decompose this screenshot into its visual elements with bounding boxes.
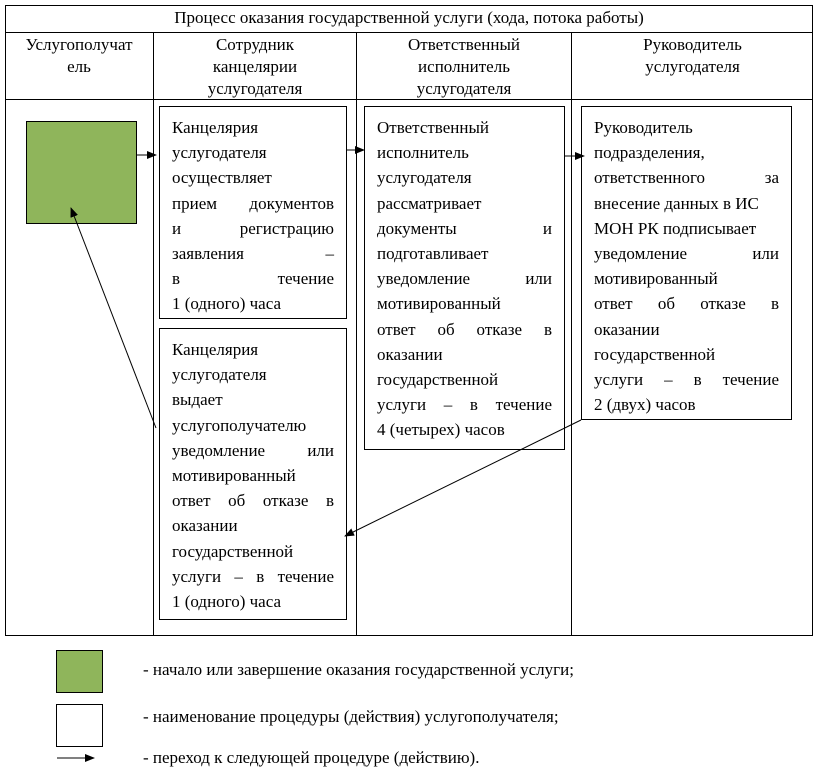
legend-start-end-text: - начало или завершение оказания государственной услуги; [143,660,574,679]
step-text-line: Канцелярия [172,340,259,359]
step-text-line: оказании [172,516,238,536]
column-header-line: услугодателя [416,79,512,98]
step-text-line: подразделения, [594,143,705,163]
step-text-line: услугополучателю [172,415,307,435]
arrow-head-to-issue [345,420,581,536]
step-text-line: мотивированный [594,269,718,289]
column-header-line: услугодателя [207,79,303,98]
column-header-line: исполнитель [418,57,510,76]
column-header-line: Сотрудник [215,35,295,54]
column-header-line: услугодателя [645,57,740,76]
step-text-line: ответ об отказе в [172,491,334,511]
column-header-line: Услугополучат [25,35,133,54]
step-text-line: ответ об отказе в [594,294,779,314]
column-header-line: Руководитель [643,35,742,54]
step-text-line: Ответственный [377,118,489,137]
step-text-line: услугодателя [172,143,267,163]
legend-transition-text: - переход к следующей процедуре (действию). [143,748,480,767]
step-text-line: осуществляет [172,168,272,188]
step-text-line: услуги – в течение [594,370,779,390]
step-text-line: рассматривает [377,193,482,213]
column-header-line: канцелярии [212,57,298,76]
step-text-line: в течение [172,269,334,289]
step-text-line: услугодателя [172,365,267,385]
step-text-line: уведомление или [594,244,779,264]
step-text-line: подготавливает [377,244,489,264]
step-text-line: уведомление или [377,269,552,289]
step-text-line: 2 (двух) часов [594,395,696,415]
column-header-line: ель [67,57,91,76]
column-header-line: Ответственный [408,35,520,54]
step-text-line: услугодателя [377,168,472,188]
step-text-line: услуги – в течение [377,395,552,415]
legend-procedure-text: - наименование процедуры (действия) услугополучателя; [143,707,559,726]
diagram-title: Процесс оказания государственной услуги (хода, потока работы) [174,8,644,27]
step-text-line: документы и [377,218,552,238]
step-text-line: 1 (одного) часа [172,294,282,314]
step-text-line: государственной [377,370,499,390]
step-text-line: услуги – в течение [172,566,334,586]
legend-start-shape [56,650,103,693]
step-text-line: Руководитель [594,118,693,137]
step-text-line: ответственного за [594,168,779,188]
step-text-line: государственной [594,344,716,364]
step-text-line: ответ об отказе в [377,319,552,339]
legend-procedure-shape [56,704,103,747]
step-text-line: внесение данных в ИС [594,193,759,213]
step-text-line: и регистрацию [172,218,334,238]
step-text-line: мотивированный [172,466,296,486]
step-text-line: заявления – [172,244,334,264]
step-text-line: уведомление или [172,440,334,460]
step-text-line: исполнитель [377,143,469,163]
arrow-issue-to-end [71,208,156,428]
step-text-line: 1 (одного) часа [172,592,282,612]
step-text-line: мотивированный [377,294,501,314]
step-text-line: МОН РК подписывает [594,218,757,238]
step-text-line: оказании [594,319,660,339]
step-text-line: выдает [172,390,223,410]
step-text-line: прием документов [172,193,334,213]
step-text-line: Канцелярия [172,118,259,137]
step-text-line: 4 (четырех) часов [377,420,505,440]
step-text-line: государственной [172,541,294,561]
step-text-line: оказании [377,344,443,364]
